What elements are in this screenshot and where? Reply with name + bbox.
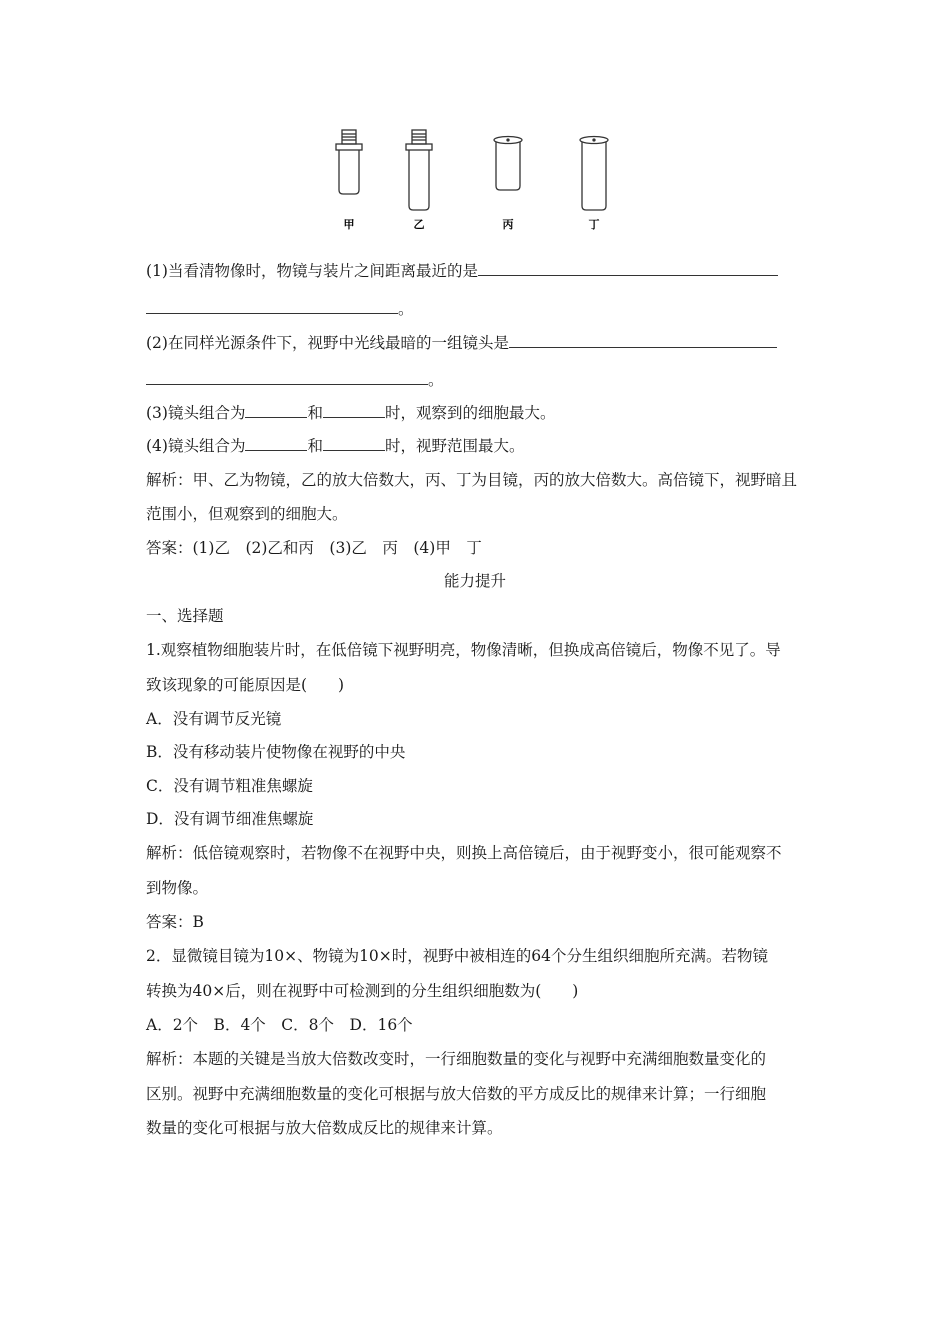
answer-blank[interactable]: [245, 436, 307, 451]
eyepiece-long: [580, 137, 608, 211]
answer-blank[interactable]: [245, 403, 307, 418]
lens-figure: [320, 126, 630, 236]
choice-option-c: C．没有调节粗准焦螺旋: [146, 777, 313, 795]
question-3-text: (3)镜头组合为: [146, 404, 246, 422]
subsection-title: 一、选择题: [146, 607, 224, 625]
question-3-line: [146, 403, 556, 423]
analysis-1-line-1: 解析：甲、乙为物镜，乙的放大倍数大，丙、丁为目镜，丙的放大倍数大。高倍镜下，视野暗且: [146, 471, 798, 489]
question-2-continuation: [146, 370, 444, 390]
figure-label-ding: 丁: [588, 218, 600, 231]
period: 。: [398, 300, 414, 318]
choice-question-2-line-1: 2．显微镜目镜为10×、物镜为10×时，视野中被相连的64个分生组织细胞所充满。若物镜: [146, 947, 769, 965]
answer-blank[interactable]: [323, 403, 385, 418]
objective-lens-long: [406, 130, 432, 210]
question-4-text: (4)镜头组合为: [146, 437, 246, 455]
question-4-line: [146, 436, 525, 456]
question-1-continuation: [146, 299, 414, 319]
question-3-and: 和: [307, 404, 323, 422]
question-4-and: 和: [307, 437, 323, 455]
question-3-tail: 时，观察到的细胞最大。: [384, 404, 556, 422]
answer-blank[interactable]: [146, 370, 428, 385]
analysis-3-line-3: 数量的变化可根据与放大倍数成反比的规律来计算。: [146, 1119, 503, 1137]
answer-blank[interactable]: [146, 299, 398, 314]
answer-2: 答案：B: [146, 913, 204, 931]
choice-question-2-options: A．2个 B．4个 C．8个 D．16个: [146, 1016, 413, 1034]
analysis-2-line-1: 解析：低倍镜观察时，若物像不在视野中央，则换上高倍镜后，由于视野变小，很可能观察不: [146, 844, 782, 862]
figure-label-yi: 乙: [413, 218, 425, 231]
period: 。: [428, 371, 444, 389]
objective-lens-short: [336, 130, 362, 194]
choice-option-b: B．没有移动装片使物像在视野的中央: [146, 743, 406, 761]
figure-label-jia: 甲: [343, 218, 355, 231]
section-title: 能力提升: [443, 572, 506, 590]
question-2-text: (2)在同样光源条件下，视野中光线最暗的一组镜头是: [146, 334, 509, 352]
analysis-2-line-2: 到物像。: [146, 879, 209, 897]
figure-label-bing: 丙: [502, 218, 514, 231]
answer-blank[interactable]: [323, 436, 385, 451]
choice-option-a: A．没有调节反光镜: [146, 710, 282, 728]
answer-blank[interactable]: [478, 261, 778, 276]
choice-question-2-line-2: 转换为40×后，则在视野中可检测到的分生组织细胞数为( ): [146, 982, 579, 1000]
choice-option-d: D．没有调节细准焦螺旋: [146, 810, 314, 828]
analysis-3-line-2: 区别。视野中充满细胞数量的变化可根据与放大倍数的平方成反比的规律来计算；一行细胞: [146, 1085, 767, 1103]
answer-1: 答案：(1)乙 (2)乙和丙 (3)乙 丙 (4)甲 丁: [146, 539, 482, 557]
analysis-3-line-1: 解析：本题的关键是当放大倍数改变时，一行细胞数量的变化与视野中充满细胞数量变化的: [146, 1050, 767, 1068]
eyepiece-short: [494, 137, 522, 191]
answer-blank[interactable]: [509, 333, 777, 348]
analysis-1-line-2: 范围小，但观察到的细胞大。: [146, 505, 348, 523]
question-2-line: [146, 333, 777, 353]
choice-question-1-line-2: 致该现象的可能原因是( ): [146, 676, 345, 694]
question-1-line: [146, 261, 778, 281]
question-4-tail: 时，视野范围最大。: [384, 437, 525, 455]
question-1-text: (1)当看清物像时，物镜与装片之间距离最近的是: [146, 262, 478, 280]
choice-question-1-line-1: 1.观察植物细胞装片时，在低倍镜下视野明亮，物像清晰，但换成高倍镜后，物像不见了。导: [146, 641, 781, 659]
